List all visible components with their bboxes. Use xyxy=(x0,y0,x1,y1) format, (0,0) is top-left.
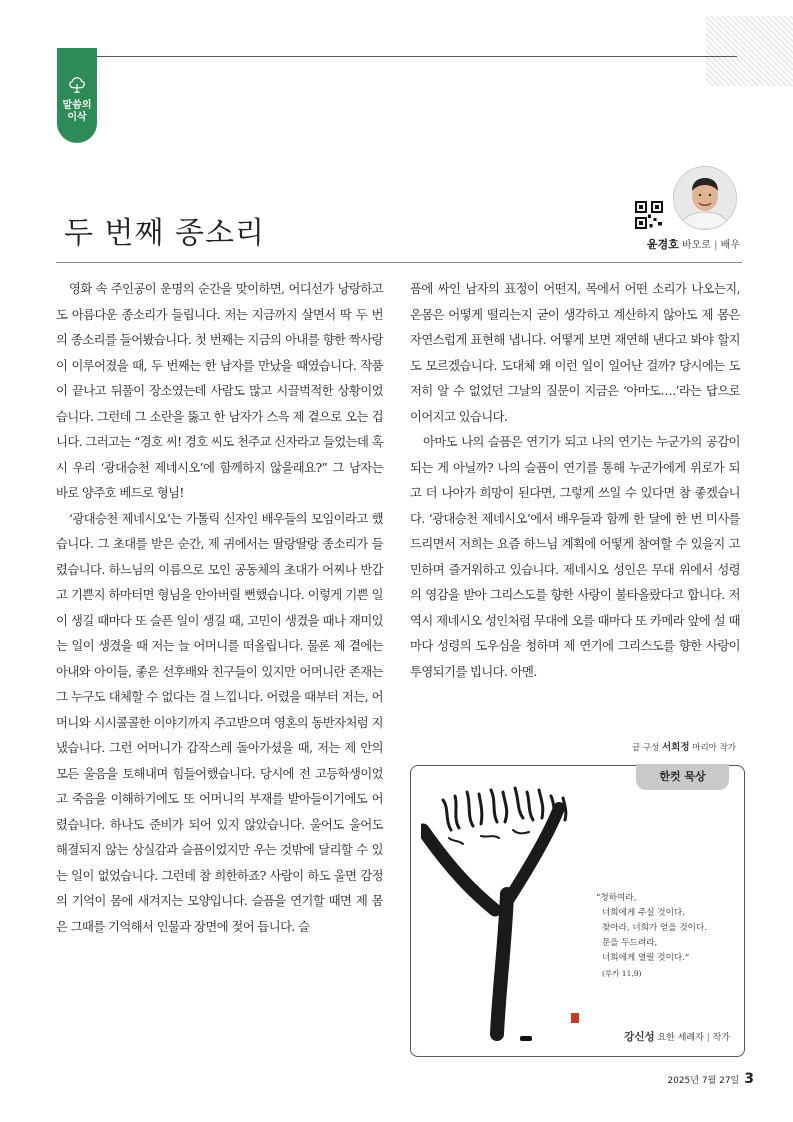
verse-line: 찾아라, 너희가 얻을 것이다. xyxy=(602,923,707,933)
badge-line-2: 이삭 xyxy=(67,112,87,123)
calligraphy-artwork xyxy=(421,778,596,1048)
box-tab-label: 한컷 묵상 xyxy=(636,764,729,790)
article-title: 두 번째 종소리 xyxy=(64,216,265,251)
credit-prefix: 글 구성 xyxy=(631,743,660,753)
tree-icon xyxy=(68,76,86,94)
box-author-baptismal: 요한 세례자 xyxy=(657,1033,704,1043)
text-column-right xyxy=(410,277,740,685)
verse-line: 너희에게 주실 것이다. xyxy=(602,908,685,918)
writing-credit xyxy=(560,739,736,753)
paragraph: 아마도 나의 슬픔은 연기가 되고 나의 연기는 누군가의 공감이 되는 게 아닐까? 나의 슬픔이 연기를 통해 누군가에게 위로가 되고 더 나아가 희망이 된다면, 그렇게 쓰일 수 있다면 참 좋겠습니다. ‘광대승천 제네시오’에서 배우들과 함께 한 달에 한 번 미사를 드리면서 저희는 요즘 하느님 계획에 어떻게 참여할 수 있을지 고민하며 즐거워하고 있습니다. 제네시오 성인은 무대 위에서 성령의 영감을 받아 그리스도를 향한 사랑이 불타올랐다고 합니다. 저 역시 제네시오 성인처럼 무대에 오를 때마다 또 카메라 앞에 설 때마다 성령의 도우심을 청하며 제 연기에 그리스도를 향한 사랑이 투영되기를 빕니다. 아멘. xyxy=(410,435,740,679)
page-number: 3 xyxy=(744,1071,754,1087)
title-rule xyxy=(56,262,742,263)
paragraph: ‘광대승천 제네시오’는 가톨릭 신자인 배우들의 모임이라고 했습니다. 그 초대를 받은 순간, 제 귀에서는 딸랑딸랑 종소리가 들렸습니다. 하느님의 이름으로 모인 공동체의 초대가 어찌나 반갑고 기쁜지 하마터면 형님을 안아버릴 뻔했습니다. 이렇게 기쁜 일이 생길 때마다 또 슬픈 일이 생길 때, 고민이 생겼을 때나 재미있는 일이 생겼을 때 저는 늘 어머니를 떠올립니다. 물론 제 곁에는 아내와 아이들, 좋은 선후배와 친구들이 있지만 어머니란 존재는 그 누구도 대체할 수 없다는 걸 느낍니다. 어렸을 때부터 저는, 어머니와 시시콜콜한 이야기까지 주고받으며 영혼의 동반자처럼 지냈습니다. 그런 어머니가 갑작스레 돌아가셨을 때, 저는 제 안의 모든 울음을 토해내며 힘들어했습니다. 당시에 전 고등학생이었고 죽음을 이해하기에도 또 어머니의 부재를 받아들이기에도 어렸습니다. 하나도 준비가 되어 있지 않았습니다. 울어도 울어도 해결되지 않는 상실감과 슬픔이었지만 우는 것밖에 달리할 수 있는 일이 없었습니다. 그런데 참 희한하죠? 사람이 하도 울면 감정의 기억이 몸에 새겨지는 모양입니다. 슬픔을 연기할 때면 제 몸은 그때를 기억해서 인물과 장면에 젖어 듭니다. 슬 xyxy=(56,511,383,934)
author-baptismal-name: 바오로 xyxy=(681,240,711,251)
verse-line: “청하여라, xyxy=(596,893,637,903)
text-column-left xyxy=(56,277,383,940)
verse-reference: (루카 11,9) xyxy=(602,969,642,978)
paragraph: 영화 속 주인공이 운명의 순간을 맞이하면, 어디선가 낭랑하고도 아름다운 종소리가 들립니다. 저는 지금까지 살면서 딱 두 번의 종소리를 들어봤습니다. 첫 번째는 지금의 아내를 향한 짝사랑이 이루어졌을 때, 두 번째는 한 남자를 만났을 때였습니다. 작품이 끝나고 뒤풀이 장소였는데 사람도 많고 시끌벅적한 상황이었습니다. 그런데 그 소란을 뚫고 한 남자가 스윽 제 곁으로 오는 겁니다. 그러고는 “경호 씨! 경호 씨도 천주교 신자라고 들었는데 혹시 우리 ‘광대승천 제네시오’에 함께하지 않을래요?” 그 남자는 바로 양주호 베드로 형님! xyxy=(56,282,383,500)
verse-line: 문을 두드려라, xyxy=(602,938,658,948)
verse-line: 너희에게 열릴 것이다.” xyxy=(602,953,690,963)
corner-decoration xyxy=(706,16,793,86)
author-role: 배우 xyxy=(720,240,740,251)
box-author: 강신성 요한 세례자 | 작가 xyxy=(624,1031,730,1043)
meditation-box xyxy=(410,765,745,1057)
section-badge xyxy=(57,48,97,143)
badge-line-1: 말씀의 xyxy=(62,100,92,111)
credit-name: 서희정 xyxy=(662,742,690,753)
box-author-name: 강신성 xyxy=(624,1031,655,1043)
author-byline: 윤경호 바오로 | 배우 xyxy=(646,238,740,251)
author-photo xyxy=(673,166,737,230)
author-name: 윤경호 xyxy=(646,238,679,251)
credit-rest: 마리아 작가 xyxy=(692,743,736,753)
page-footer xyxy=(667,1071,754,1087)
qr-code-icon xyxy=(635,201,663,229)
scripture-verse xyxy=(596,891,707,981)
issue-date: 2025년 7월 27일 xyxy=(667,1076,740,1086)
box-author-role: 작가 xyxy=(712,1033,730,1043)
paragraph: 픔에 싸인 남자의 표정이 어떤지, 목에서 어떤 소리가 나오는지, 온몸은 어떻게 떨리는지 굳이 생각하고 계산하지 않아도 제 몸은 자연스럽게 표현해 냅니다. 어떻게 보면 재연해 낸다고 봐야 할지도 모르겠습니다. 도대체 왜 이런 일이 일어난 걸까? 당시에는 도저히 알 수 없었던 그날의 질문이 지금은 ‘아마도….’라는 답으로 이어지고 있습니다. xyxy=(410,282,740,424)
top-rule xyxy=(97,56,737,57)
